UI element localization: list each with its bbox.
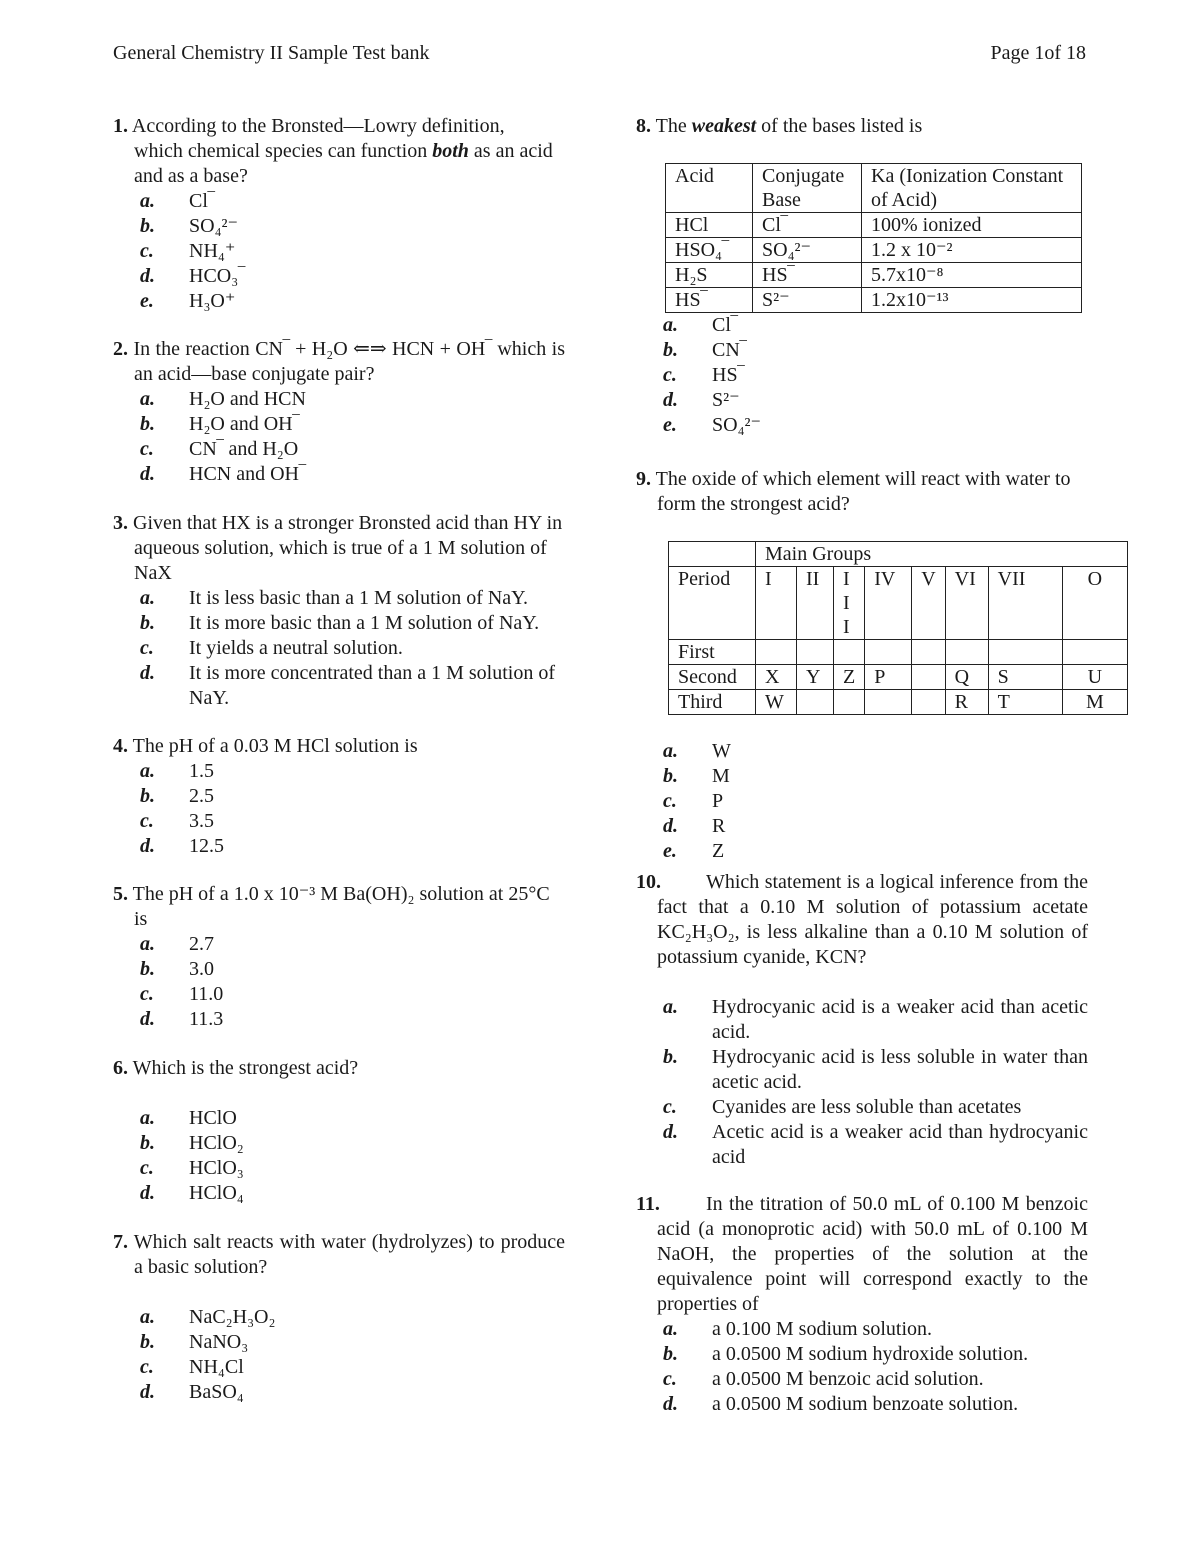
question-text: The pH of a 1.0 x 10⁻³ M Ba(OH)₂ solution at 25°C is <box>132 883 550 930</box>
question-emphasis: weakest <box>691 115 757 137</box>
question-number: 7. <box>113 1231 128 1253</box>
answer-option[interactable]: a. a 0.100 M sodium solution. <box>663 1318 933 1340</box>
answer-option[interactable]: d. HCN and OH‾ <box>140 463 306 485</box>
answer-option[interactable]: c. a 0.0500 M benzoic acid solution. <box>663 1368 984 1390</box>
table-cell: HS‾ <box>666 288 753 313</box>
question-number: 9. <box>636 468 651 490</box>
question-10 <box>636 870 1088 1170</box>
answer-option[interactable]: b. NaNO₃ <box>140 1331 249 1353</box>
question-7 <box>113 1230 565 1405</box>
table-cell: 5.7x10⁻⁸ <box>862 263 1082 288</box>
answer-option[interactable]: a. 1.5 <box>140 760 214 782</box>
table-title-row <box>669 542 1128 567</box>
table-cell: First <box>669 640 756 665</box>
table-header-cell: I <box>756 567 797 640</box>
question-number: 6. <box>113 1057 128 1079</box>
question-emphasis: both <box>432 140 469 162</box>
periodic-groups-table <box>668 541 1128 715</box>
answer-option[interactable]: c. P <box>663 790 724 812</box>
question-number: 1. <box>113 115 128 137</box>
question-number: 5. <box>113 883 128 905</box>
answer-options <box>113 387 565 487</box>
answer-option[interactable]: d. HClO₄ <box>140 1182 244 1204</box>
question-text-cont: as an acid and as a base? <box>134 140 553 187</box>
table-cell <box>756 640 797 665</box>
table-header-cell: IV <box>865 567 912 640</box>
answer-option[interactable]: d. 11.3 <box>140 1008 224 1030</box>
document-header-title: General Chemistry II Sample Test bank <box>113 42 430 64</box>
answer-option[interactable]: c. HS‾ <box>663 364 745 386</box>
answer-option[interactable]: c. NH₄⁺ <box>140 240 236 262</box>
question-number: 4. <box>113 735 128 757</box>
answer-options <box>636 313 1088 438</box>
answer-option[interactable]: b. 2.5 <box>140 785 214 807</box>
table-cell <box>988 640 1062 665</box>
answer-option[interactable]: a. Cl‾ <box>140 190 215 212</box>
answer-option[interactable]: d. It is more concentrated than a 1 M solution of NaY. <box>140 662 556 709</box>
answer-option[interactable]: b. M <box>663 765 730 787</box>
question-text: Which salt reacts with water (hydrolyzes) to produce a basic solution? <box>133 1231 565 1278</box>
answer-option[interactable]: b. 3.0 <box>140 958 214 980</box>
table-cell: R <box>945 690 988 715</box>
question-1 <box>113 114 553 314</box>
answer-option[interactable]: b. H₂O and OH‾ <box>140 413 300 435</box>
question-text: The <box>655 115 687 137</box>
answer-option[interactable]: e. H₃O⁺ <box>140 290 236 312</box>
table-cell: U <box>1062 665 1127 690</box>
table-row <box>669 690 1128 715</box>
answer-options <box>113 1305 565 1405</box>
answer-option[interactable]: b. Hydrocyanic acid is less soluble in water than acetic acid. <box>663 1046 1088 1093</box>
table-cell: W <box>756 690 797 715</box>
table-cell <box>797 690 834 715</box>
answer-option[interactable]: c. CN‾ and H₂O <box>140 438 299 460</box>
question-text-cont: of the bases listed is <box>761 115 923 137</box>
question-6 <box>113 1056 565 1206</box>
table-cell: 100% ionized <box>862 213 1082 238</box>
page-number: Page 1of 18 <box>990 42 1086 64</box>
table-row <box>669 640 1128 665</box>
answer-option[interactable]: b. HClO₂ <box>140 1132 244 1154</box>
question-5 <box>113 882 565 1032</box>
answer-option[interactable]: a. NaC₂H₃O₂ <box>140 1306 276 1328</box>
answer-option[interactable]: d. Acetic acid is a weaker acid than hydrocyanic acid <box>663 1121 1088 1168</box>
table-cell <box>865 690 912 715</box>
question-4 <box>113 734 565 859</box>
answer-options <box>636 739 1088 864</box>
table-cell: HS‾ <box>753 263 862 288</box>
table-row <box>666 288 1082 313</box>
table-row <box>666 213 1082 238</box>
table-header-cell: Conjugate Base <box>753 164 862 213</box>
table-cell: Y <box>797 665 834 690</box>
table-cell <box>834 690 865 715</box>
answer-option[interactable]: a. Cl‾ <box>663 314 738 336</box>
table-cell: H₂S <box>666 263 753 288</box>
table-cell: HSO₄‾ <box>666 238 753 263</box>
table-cell <box>834 640 865 665</box>
table-cell: P <box>865 665 912 690</box>
table-header-cell: Acid <box>666 164 753 213</box>
question-number: 3. <box>113 512 128 534</box>
question-9 <box>636 467 1104 864</box>
question-8 <box>636 114 1088 438</box>
answer-option[interactable]: c. 11.0 <box>140 983 224 1005</box>
question-number: 11. <box>636 1193 660 1215</box>
question-text: The oxide of which element will react with water to form the strongest acid? <box>655 468 1071 515</box>
question-text: Which statement is a logical inference from the fact that a 0.10 M solution of potassium acetate KC₂H₃O₂, is less alkaline than a 0.10 M solution of potassium cyanide, KCN? <box>657 871 1088 968</box>
answer-option[interactable]: d. BaSO₄ <box>140 1381 244 1403</box>
table-header-cell: V <box>912 567 945 640</box>
question-text: Given that HX is a stronger Bronsted acid than HY in aqueous solution, which is true of a 1 M solution of NaX <box>133 512 563 584</box>
table-header-row <box>666 164 1082 213</box>
question-text: The pH of a 0.03 M HCl solution is <box>132 735 418 757</box>
answer-option[interactable]: a. 2.7 <box>140 933 214 955</box>
table-header-cell: VII <box>988 567 1062 640</box>
table-cell <box>912 690 945 715</box>
question-3 <box>113 511 565 711</box>
answer-options <box>113 586 565 711</box>
table-header-cell: VI <box>945 567 988 640</box>
answer-option[interactable]: c. NH₄Cl <box>140 1356 244 1378</box>
table-header-cell: Ka (Ionization Constant of Acid) <box>862 164 1082 213</box>
question-11 <box>636 1192 1088 1417</box>
answer-option[interactable]: c. 3.5 <box>140 810 214 832</box>
answer-option[interactable]: e. SO₄²⁻ <box>663 414 762 436</box>
table-cell <box>669 542 756 567</box>
acid-base-table <box>665 163 1082 313</box>
answer-option[interactable]: d. R <box>663 815 726 837</box>
answer-option[interactable]: a. It is less basic than a 1 M solution of NaY. <box>140 587 529 609</box>
table-header-cell: II I <box>834 567 865 640</box>
table-cell: 1.2x10⁻¹³ <box>862 288 1082 313</box>
table-cell: SO₄²⁻ <box>753 238 862 263</box>
answer-option[interactable]: c. Cyanides are less soluble than acetates <box>663 1096 1022 1118</box>
table-cell: S²⁻ <box>753 288 862 313</box>
table-cell <box>797 640 834 665</box>
answer-option[interactable]: a. HClO <box>140 1107 237 1129</box>
answer-option[interactable]: b. CN‾ <box>663 339 747 361</box>
table-cell: S <box>988 665 1062 690</box>
table-cell: Cl‾ <box>753 213 862 238</box>
question-text: Which is the strongest acid? <box>132 1057 359 1079</box>
answer-option[interactable]: c. It yields a neutral solution. <box>140 637 403 659</box>
question-number: 8. <box>636 115 651 137</box>
answer-options <box>113 189 553 314</box>
table-row <box>669 665 1128 690</box>
table-header-cell: II <box>797 567 834 640</box>
table-cell: Q <box>945 665 988 690</box>
question-2 <box>113 337 565 487</box>
table-header-cell: O <box>1062 567 1127 640</box>
answer-options <box>636 1317 1088 1417</box>
table-cell: 1.2 x 10⁻² <box>862 238 1082 263</box>
answer-options <box>636 995 1088 1170</box>
table-cell: HCl <box>666 213 753 238</box>
answer-option[interactable]: d. S²⁻ <box>663 389 740 411</box>
table-row <box>666 238 1082 263</box>
answer-option[interactable]: e. Z <box>663 840 725 862</box>
table-header-cell: Period <box>669 567 756 640</box>
table-header-row <box>669 567 1128 640</box>
table-title: Main Groups <box>756 542 1128 567</box>
answer-option[interactable]: a. H₂O and HCN <box>140 388 306 410</box>
table-cell: Second <box>669 665 756 690</box>
table-cell: T <box>988 690 1062 715</box>
answer-option[interactable]: d. a 0.0500 M sodium benzoate solution. <box>663 1393 1019 1415</box>
table-cell <box>865 640 912 665</box>
question-text: According to the Bronsted—Lowry definition, which chemical species can function <box>131 115 505 162</box>
table-cell <box>1062 640 1127 665</box>
answer-option[interactable]: d. HCO₃‾ <box>140 265 245 287</box>
answer-options <box>113 759 565 859</box>
table-cell: Z <box>834 665 865 690</box>
answer-options <box>113 932 565 1032</box>
table-cell <box>945 640 988 665</box>
answer-option[interactable]: b. a 0.0500 M sodium hydroxide solution. <box>663 1343 1029 1365</box>
table-cell <box>912 665 945 690</box>
answer-options <box>113 1106 565 1206</box>
answer-option[interactable]: a. Hydrocyanic acid is a weaker acid than acetic acid. <box>663 996 1088 1043</box>
answer-option[interactable]: b. It is more basic than a 1 M solution of NaY. <box>140 612 540 634</box>
answer-option[interactable]: a. W <box>663 740 731 762</box>
question-number: 10. <box>636 871 661 893</box>
answer-option[interactable]: b. SO₄²⁻ <box>140 215 239 237</box>
answer-option[interactable]: c. HClO₃ <box>140 1157 244 1179</box>
table-row <box>666 263 1082 288</box>
table-cell: M <box>1062 690 1127 715</box>
question-number: 2. <box>113 338 128 360</box>
answer-option[interactable]: d. 12.5 <box>140 835 224 857</box>
table-cell <box>912 640 945 665</box>
question-text: In the reaction CN‾ + H₂O ⇐⇒ HCN + OH‾ which is an acid—base conjugate pair? <box>133 338 566 385</box>
table-cell: X <box>756 665 797 690</box>
table-cell: Third <box>669 690 756 715</box>
question-text: In the titration of 50.0 mL of 0.100 M benzoic acid (a monoprotic acid) with 50.0 mL of 0.100 M NaOH, the properties of the solution at the equivalence point will correspond exactly to the properties of <box>657 1193 1088 1315</box>
